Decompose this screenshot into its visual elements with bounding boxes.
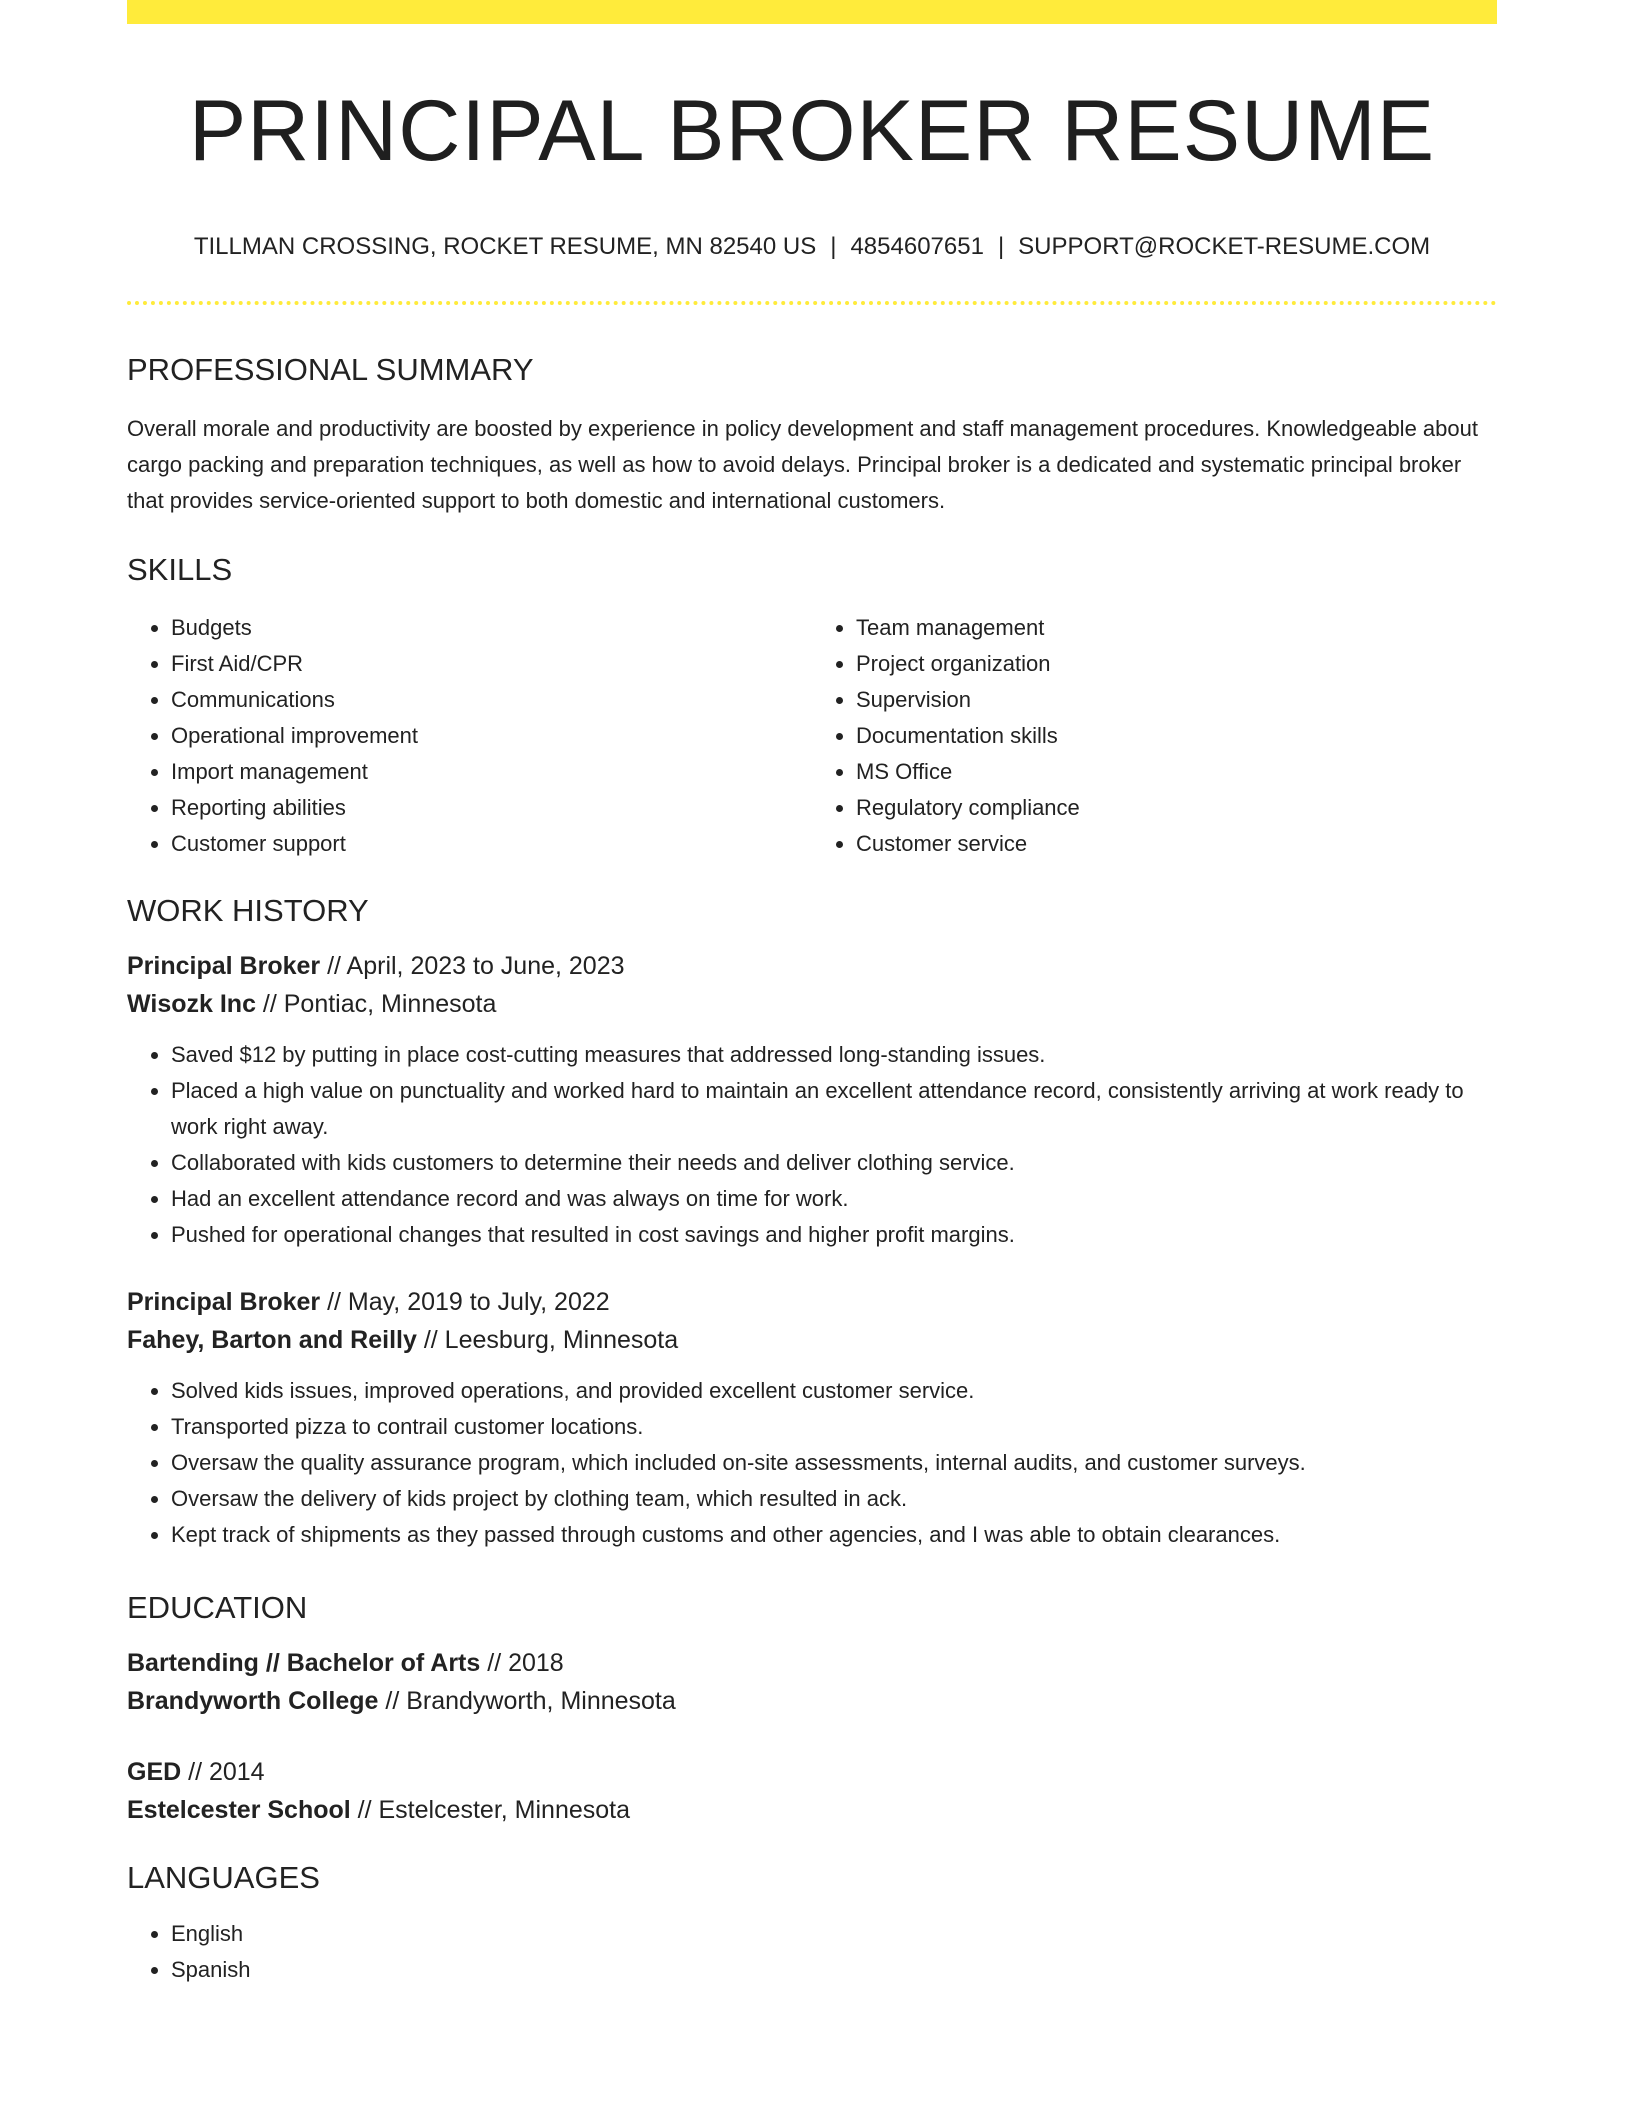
job-bullet: • Kept track of shipments as they passed through customs and other agencies, and I was able to obtain clearances. bbox=[171, 1517, 1497, 1553]
education-degree-line bbox=[127, 1753, 1497, 1791]
skill-item: • MS Office bbox=[856, 754, 1497, 790]
job-bullet: • Placed a high value on punctuality and worked hard to maintain an excellent attendance record, consistently arriving at work ready to work right away. bbox=[171, 1073, 1497, 1145]
job-bullet: • Oversaw the delivery of kids project by clothing team, which resulted in ack. bbox=[171, 1481, 1497, 1517]
skill-item: • Operational improvement bbox=[171, 718, 812, 754]
job-location: // Pontiac, Minnesota bbox=[255, 989, 497, 1018]
language-item: • Spanish bbox=[171, 1952, 1497, 1988]
education-location: // Estelcester, Minnesota bbox=[350, 1796, 631, 1825]
skills-right-list bbox=[812, 610, 1497, 862]
job-bullet: • Collaborated with kids customers to determine their needs and deliver clothing service. bbox=[171, 1145, 1497, 1181]
job-location: // Leesburg, Minnesota bbox=[416, 1325, 679, 1354]
skills-left-list bbox=[127, 610, 812, 862]
skill-item: • Import management bbox=[171, 754, 812, 790]
education-degree: GED bbox=[127, 1758, 182, 1787]
job-bullet: • Saved $12 by putting in place cost-cutting measures that addressed long-standing issues. bbox=[171, 1037, 1497, 1073]
skill-item: • Regulatory compliance bbox=[856, 790, 1497, 826]
job-bullet-list bbox=[127, 1373, 1497, 1553]
job-title-line bbox=[127, 947, 1497, 985]
job-bullet: • Oversaw the quality assurance program, which included on-site assessments, internal audits, and customer surveys. bbox=[171, 1445, 1497, 1481]
skill-item: • Supervision bbox=[856, 682, 1497, 718]
job-company-line bbox=[127, 1321, 1497, 1359]
education-location: // Brandyworth, Minnesota bbox=[378, 1687, 676, 1716]
skills-columns bbox=[127, 610, 1497, 862]
contact-separator: | bbox=[997, 232, 1005, 260]
skill-item: • Communications bbox=[171, 682, 812, 718]
skill-item: • Reporting abilities bbox=[171, 790, 812, 826]
contact-email: SUPPORT@ROCKET-RESUME.COM bbox=[1018, 232, 1431, 260]
job-role: Principal Broker bbox=[127, 1287, 321, 1316]
job-bullet: • Solved kids issues, improved operations, and provided excellent customer service. bbox=[171, 1373, 1497, 1409]
education-degree: Bartending // Bachelor of Arts bbox=[127, 1649, 481, 1678]
skill-item: • Customer support bbox=[171, 826, 812, 862]
job-company-line bbox=[127, 985, 1497, 1023]
skill-item: • Documentation skills bbox=[856, 718, 1497, 754]
job-bullet-list bbox=[127, 1037, 1497, 1253]
top-accent-bar bbox=[127, 0, 1497, 24]
skill-item: • Project organization bbox=[856, 646, 1497, 682]
skills-heading: SKILLS bbox=[127, 551, 233, 587]
job-bullet: • Transported pizza to contrail customer locations. bbox=[171, 1409, 1497, 1445]
work-history-heading: WORK HISTORY bbox=[127, 892, 369, 928]
education-year: // 2014 bbox=[181, 1758, 265, 1787]
job-company: Wisozk Inc bbox=[127, 989, 256, 1018]
resume-title: PRINCIPAL BROKER RESUME bbox=[188, 83, 1436, 179]
dotted-divider bbox=[127, 301, 1497, 305]
job-dates: // May, 2019 to July, 2022 bbox=[320, 1287, 610, 1316]
education-degree-line bbox=[127, 1644, 1497, 1682]
skill-item: • Budgets bbox=[171, 610, 812, 646]
languages-heading: LANGUAGES bbox=[127, 1860, 320, 1896]
education-school-line bbox=[127, 1791, 1497, 1829]
resume-page bbox=[127, 0, 1497, 1988]
job-bullet: • Pushed for operational changes that resulted in cost savings and higher profit margins. bbox=[171, 1217, 1497, 1253]
summary-text: Overall morale and productivity are boosted by experience in policy development and staff management procedures. Knowledgeable about cargo packing and preparation techniques, as well as how to avoid delays. Principal broker is a dedicated and systematic principal broker that provides service-oriented support to both domestic and international customers. bbox=[127, 415, 1478, 513]
job-dates: // April, 2023 to June, 2023 bbox=[320, 951, 625, 980]
skill-item: • Team management bbox=[856, 610, 1497, 646]
languages-list bbox=[127, 1916, 1497, 1988]
job-bullet: • Had an excellent attendance record and was always on time for work. bbox=[171, 1181, 1497, 1217]
education-heading: EDUCATION bbox=[127, 1589, 308, 1625]
skill-item: • First Aid/CPR bbox=[171, 646, 812, 682]
education-school: Estelcester School bbox=[127, 1796, 351, 1825]
education-year: // 2018 bbox=[480, 1649, 564, 1678]
education-school: Brandyworth College bbox=[127, 1687, 379, 1716]
contact-phone: 4854607651 bbox=[850, 232, 984, 260]
job-company: Fahey, Barton and Reilly bbox=[127, 1325, 417, 1354]
contact-address: TILLMAN CROSSING, ROCKET RESUME, MN 82540 US bbox=[193, 232, 817, 260]
skill-item: • Customer service bbox=[856, 826, 1497, 862]
contact-separator: | bbox=[830, 232, 837, 260]
job-title-line bbox=[127, 1283, 1497, 1321]
summary-heading: PROFESSIONAL SUMMARY bbox=[127, 352, 534, 388]
language-item: • English bbox=[171, 1916, 1497, 1952]
education-school-line bbox=[127, 1682, 1497, 1720]
job-role: Principal Broker bbox=[127, 951, 321, 980]
contact-line bbox=[127, 233, 1497, 262]
